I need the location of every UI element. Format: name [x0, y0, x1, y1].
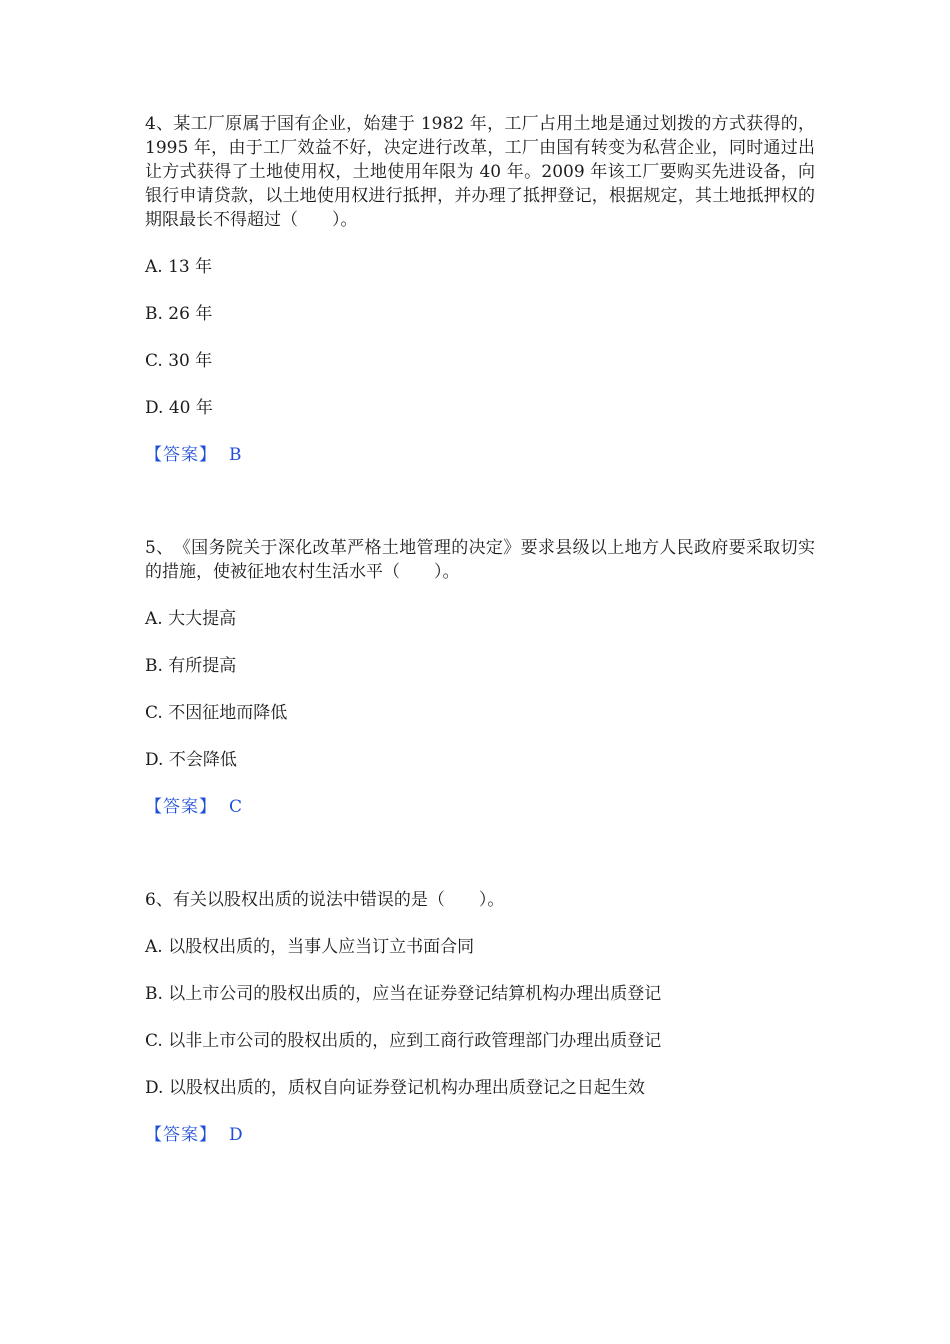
- answer-label: 【答案】: [145, 445, 217, 465]
- answer-value: D: [229, 1125, 243, 1145]
- option-c: C. 30 年: [145, 351, 213, 371]
- option-c: C. 不因征地而降低: [145, 703, 288, 723]
- question-stem: 4、某工厂原属于国有企业，始建于 1982 年，工厂占用土地是通过划拨的方式获得的，1995 年，由于工厂效益不好，决定进行改革，工厂由国有转变为私营企业，同时通过出让方式获得了土地使用权，土地使用年限为 40 年。2009 年该工厂要购买先进设备，向银行申请贷款，以土地使用权进行抵押，并办理了抵押登记，根据规定，其土地抵押权的期限最长不得超过（ ）。: [145, 114, 815, 230]
- option-d: D. 40 年: [145, 398, 213, 418]
- question-5: [145, 536, 815, 819]
- option-a: A. 以股权出质的，当事人应当订立书面合同: [145, 937, 475, 957]
- question-stem: 6、有关以股权出质的说法中错误的是（ ）。: [145, 890, 505, 910]
- option-a: A. 大大提高: [145, 609, 237, 629]
- answer-line: [145, 443, 815, 467]
- answer-line: [145, 1123, 815, 1147]
- answer-label: 【答案】: [145, 1125, 217, 1145]
- answer-value: C: [229, 797, 243, 817]
- document-page: [145, 112, 815, 1147]
- option-b: B. 26 年: [145, 304, 213, 324]
- answer-line: [145, 795, 815, 819]
- question-4: [145, 112, 815, 467]
- option-b: B. 以上市公司的股权出质的，应当在证券登记结算机构办理出质登记: [145, 984, 662, 1004]
- answer-label: 【答案】: [145, 797, 217, 817]
- question-stem: 5、 《国务院关于深化改革严格土地管理的决定》要求县级以上地方人民政府要采取切实的措施，使被征地农村生活水平（ ）。: [145, 538, 815, 582]
- option-a: A. 13 年: [145, 257, 213, 277]
- option-d: D. 不会降低: [145, 750, 237, 770]
- question-6: [145, 888, 815, 1147]
- answer-value: B: [229, 445, 242, 465]
- option-c: C. 以非上市公司的股权出质的，应到工商行政管理部门办理出质登记: [145, 1031, 662, 1051]
- option-d: D. 以股权出质的，质权自向证券登记机构办理出质登记之日起生效: [145, 1078, 645, 1098]
- option-b: B. 有所提高: [145, 656, 237, 676]
